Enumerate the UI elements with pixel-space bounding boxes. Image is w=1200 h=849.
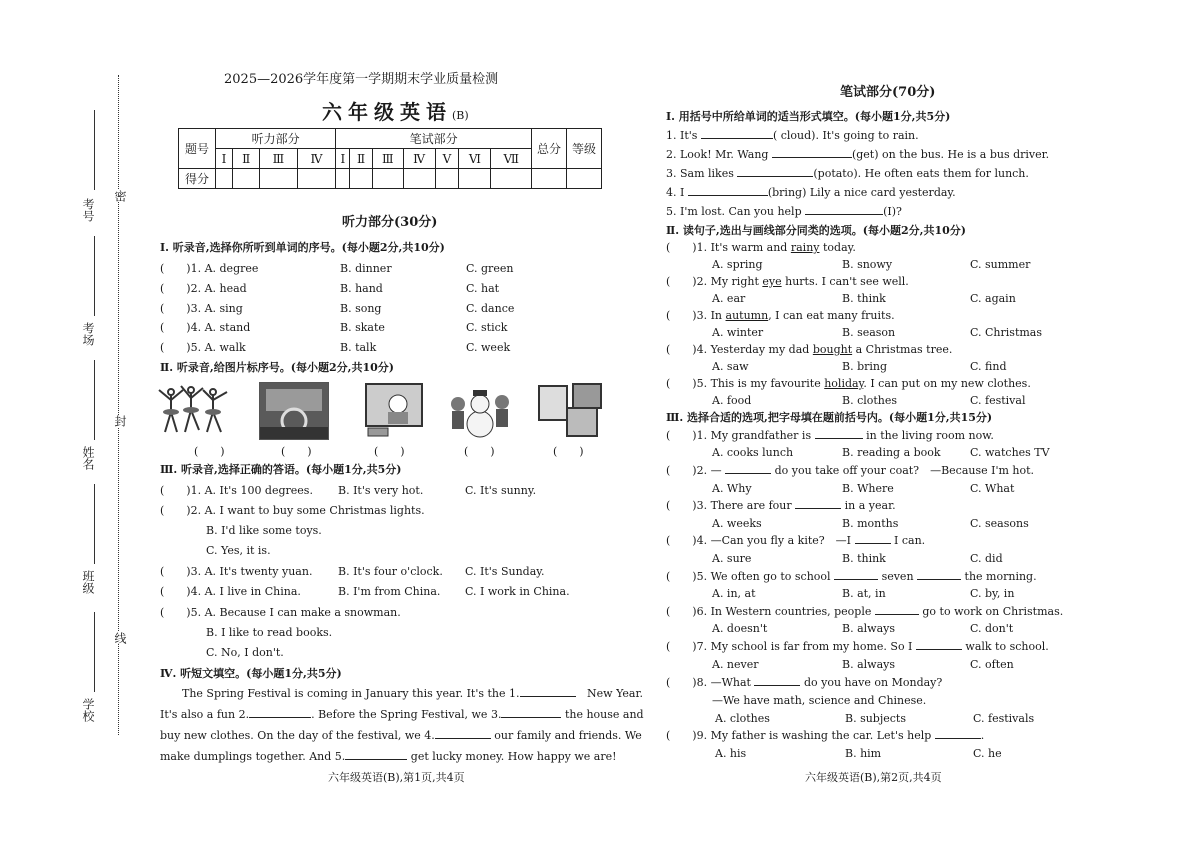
score-table-col: Ⅶ: [491, 149, 532, 169]
w2-q4-b: B. bring: [842, 360, 888, 373]
l4-line4: [160, 750, 617, 764]
class-underline: [94, 484, 95, 564]
w3-q8-a: A. clothes: [715, 712, 770, 725]
w3-q6-b: B. always: [842, 622, 895, 635]
score-table-header-question: 题号: [179, 129, 216, 169]
picture-answer-bracket-4[interactable]: ( ): [464, 445, 495, 458]
blank-5-number: 5.: [334, 750, 346, 763]
side-label-exam-number: 考号: [81, 198, 95, 222]
w3-q5-tail: the morning.: [964, 570, 1037, 583]
l1-q4-a: ( )4. A. stand: [160, 321, 251, 334]
l3-q2-b: B. I'd like some toys.: [206, 524, 322, 537]
w3-q5-a: A. in, at: [712, 587, 756, 600]
w3-q8-tail: do you have on Monday?: [803, 676, 943, 689]
w3-q5-text: ( )5. We often go to school: [666, 570, 831, 583]
w2-q3-a: A. winter: [712, 326, 764, 339]
blank-5[interactable]: [345, 759, 407, 760]
w3-q3: [666, 499, 896, 513]
score-table-col: Ⅱ: [233, 149, 260, 169]
w3-q2-c: C. What: [970, 482, 1015, 495]
subject-title-text: 六年级英语: [322, 100, 452, 124]
score-cell[interactable]: [297, 169, 336, 189]
w3-q4-blank[interactable]: [855, 543, 891, 544]
w3-q9-text: ( )9. My father is washing the car. Let's help: [666, 729, 932, 742]
w3-q7-b: B. always: [842, 658, 895, 671]
w3-q1-c: C. watches TV: [970, 446, 1050, 459]
score-cell[interactable]: [216, 169, 233, 189]
school-underline: [94, 612, 95, 692]
w2-q5-tail: . I can put on my new clothes.: [863, 377, 1031, 390]
l1-q1-b: B. dinner: [340, 262, 392, 275]
l3-q3-b: B. It's four o'clock.: [338, 565, 443, 578]
l3-q3-a: ( )3. A. It's twenty yuan.: [160, 565, 313, 578]
page1-footer: 六年级英语(B),第1页,共4页: [328, 771, 465, 784]
w2-q1-c: C. summer: [970, 258, 1031, 271]
w2-q2: [666, 275, 909, 289]
l1-q2-a: ( )2. A. head: [160, 282, 247, 295]
w1-q4-blank[interactable]: [688, 195, 768, 196]
w2-q3-underlined: autumn: [725, 309, 769, 322]
w3-q6-c: C. don't: [970, 622, 1014, 635]
w3-q8: [666, 676, 942, 690]
l3-q1-a: ( )1. A. It's 100 degrees.: [160, 484, 313, 497]
w3-q9-tail: .: [980, 729, 985, 742]
writing-heading: 笔试部分(70分): [840, 85, 936, 100]
w3-q5-c: C. by, in: [970, 587, 1015, 600]
w3-q5-b: B. at, in: [842, 587, 886, 600]
score-table-header-grade: 等级: [567, 129, 602, 169]
score-table-col: Ⅰ: [216, 149, 233, 169]
w3-q8-blank[interactable]: [754, 685, 800, 686]
picture-answer-bracket-1[interactable]: ( ): [194, 445, 225, 458]
l1-q5-c: C. week: [466, 341, 511, 354]
exam-room-underline: [94, 236, 95, 316]
score-cell[interactable]: [350, 169, 372, 189]
l4-line1: [182, 687, 643, 701]
w3-q7-a: A. never: [712, 658, 759, 671]
score-cell[interactable]: [567, 169, 602, 189]
w3-q2-text: ( )2. —: [666, 464, 722, 477]
w3-q2: [666, 464, 1034, 478]
score-table-col: Ⅳ: [403, 149, 435, 169]
l3-q4-c: C. I work in China.: [465, 585, 570, 598]
l3-q5-a: ( )5. A. Because I can make a snowman.: [160, 606, 401, 619]
listening-part3-title: Ⅲ. 听录音,选择正确的答语。(每小题1分,共5分): [160, 463, 402, 476]
l1-q2-c: C. hat: [466, 282, 500, 295]
w2-q1-underlined: rainy: [790, 241, 820, 254]
w3-q4-tail: I can.: [894, 534, 926, 547]
subject-title-suffix: (B): [452, 109, 469, 122]
photo-frames-icon: [537, 382, 605, 438]
side-label-exam-room: 考场: [81, 322, 95, 346]
picture-computer-teacher: [362, 382, 426, 438]
w2-q2-a: A. ear: [712, 292, 746, 305]
w2-q1-a: A. spring: [712, 258, 763, 271]
w3-q4-c: C. did: [970, 552, 1003, 565]
w1-q4-text: 4. I: [666, 186, 685, 199]
score-cell[interactable]: [435, 169, 459, 189]
w2-q5-a: A. food: [712, 394, 752, 407]
w1-q4: [666, 186, 956, 200]
w3-q5-mid: seven: [881, 570, 914, 583]
picture-car-driving: [259, 382, 329, 440]
w3-q9-c: C. he: [973, 747, 1002, 760]
w2-q5-text: ( )5. This is my favourite: [666, 377, 825, 390]
w3-q4: [666, 534, 925, 548]
l1-q1-c: C. green: [466, 262, 514, 275]
l4-line2-tail: the house and: [564, 708, 644, 721]
w3-q4-text: ( )4. —Can you fly a kite? —I: [666, 534, 852, 547]
blank-3-number: 3.: [490, 708, 502, 721]
page2-footer: 六年级英语(B),第2页,共4页: [805, 771, 942, 784]
writing-part3-title: Ⅲ. 选择合适的选项,把字母填在题前括号内。(每小题1分,共15分): [666, 411, 993, 424]
w1-q5: [666, 205, 902, 219]
w3-q3-a: A. weeks: [712, 517, 762, 530]
w2-q5: [666, 377, 1031, 391]
ballet-dancers-icon: [157, 382, 237, 438]
writing-part1-title: Ⅰ. 用括号中所给单词的适当形式填空。(每小题1分,共5分): [666, 110, 951, 123]
score-cell[interactable]: [336, 169, 350, 189]
w2-q4-text: ( )4. Yesterday my dad: [666, 343, 813, 356]
w1-q1-blank[interactable]: [701, 138, 773, 139]
w1-q3: [666, 167, 1029, 181]
l3-q4-b: B. I'm from China.: [338, 585, 441, 598]
l1-q4-c: C. stick: [466, 321, 508, 334]
w1-q3-tail: (potato). He often eats them for lunch.: [813, 167, 1029, 180]
score-cell[interactable]: [532, 169, 567, 189]
w2-q2-underlined: eye: [762, 275, 782, 288]
listening-part4-title: Ⅳ. 听短文填空。(每小题1分,共5分): [160, 667, 342, 680]
l1-q3-c: C. dance: [466, 302, 515, 315]
w3-q3-c: C. seasons: [970, 517, 1029, 530]
w2-q1-b: B. snowy: [842, 258, 893, 271]
w3-q4-b: B. think: [842, 552, 886, 565]
w3-q2-a: A. Why: [712, 482, 752, 495]
score-cell[interactable]: [372, 169, 403, 189]
w3-q5-blank-1[interactable]: [834, 579, 878, 580]
w3-q1-blank[interactable]: [815, 438, 863, 439]
w2-q3-c: C. Christmas: [970, 326, 1042, 339]
w1-q5-text: 5. I'm lost. Can you help: [666, 205, 802, 218]
score-cell[interactable]: [403, 169, 435, 189]
l3-q4-a: ( )4. A. I live in China.: [160, 585, 301, 598]
l4-line4-tail: get lucky money. How happy we are!: [410, 750, 617, 763]
w2-q4: [666, 343, 952, 357]
w3-q2-tail: do you take off your coat? —Because I'm hot.: [774, 464, 1035, 477]
l1-q2-b: B. hand: [340, 282, 383, 295]
name-underline: [94, 360, 95, 440]
l1-q5-a: ( )5. A. walk: [160, 341, 246, 354]
score-table-header-total: 总分: [532, 129, 567, 169]
w1-q2-tail: (get) on the bus. He is a bus driver.: [851, 148, 1050, 161]
listening-part2-title: Ⅱ. 听录音,给图片标序号。(每小题2分,共10分): [160, 361, 394, 374]
car-interior-icon: [260, 383, 328, 439]
w3-q7-tail: walk to school.: [965, 640, 1049, 653]
w2-q1: [666, 241, 856, 255]
l1-q1-a: ( )1. A. degree: [160, 262, 259, 275]
score-table: [178, 128, 602, 189]
w2-q2-tail: hurts. I can't see well.: [781, 275, 909, 288]
picture-answer-bracket-2[interactable]: ( ): [281, 445, 312, 458]
w2-q4-underlined: bought: [812, 343, 853, 356]
w2-q3-tail: , I can eat many fruits.: [768, 309, 895, 322]
l4-line4-text: make dumplings together. And: [160, 750, 332, 763]
l4-line3: [160, 729, 642, 743]
w3-q9: [666, 729, 984, 743]
score-table-col: Ⅵ: [459, 149, 491, 169]
w3-q8-b: B. subjects: [845, 712, 906, 725]
l1-q3-a: ( )3. A. sing: [160, 302, 243, 315]
score-cell[interactable]: [260, 169, 297, 189]
blank-2[interactable]: [249, 717, 311, 718]
w3-q7-c: C. often: [970, 658, 1014, 671]
w1-q3-text: 3. Sam likes: [666, 167, 734, 180]
side-label-class: 班级: [81, 570, 95, 594]
w3-q3-blank[interactable]: [795, 508, 841, 509]
side-label-seal-2: 封: [113, 415, 127, 427]
l4-line1-text: The Spring Festival is coming in January this year. It's the: [182, 687, 506, 700]
w3-q3-text: ( )3. There are four: [666, 499, 792, 512]
w1-q4-tail: (bring) Lily a nice card yesterday.: [767, 186, 956, 199]
score-cell[interactable]: [233, 169, 260, 189]
l3-q2-c: C. Yes, it is.: [206, 544, 271, 557]
score-table-col: Ⅱ: [350, 149, 372, 169]
w3-q9-a: A. his: [715, 747, 747, 760]
subject-title: [322, 96, 469, 125]
w2-q1-text: ( )1. It's warm and: [666, 241, 791, 254]
w1-q1-text: 1. It's: [666, 129, 698, 142]
w3-q3-tail: in a year.: [844, 499, 896, 512]
picture-answer-bracket-3[interactable]: ( ): [374, 445, 405, 458]
w3-q6-tail: go to work on Christmas.: [922, 605, 1064, 618]
side-label-seal-3: 线: [113, 632, 127, 644]
w3-q5-blank-2[interactable]: [917, 579, 961, 580]
w3-q8-c: C. festivals: [973, 712, 1035, 725]
w3-q6-text: ( )6. In Western countries, people: [666, 605, 872, 618]
w3-q5: [666, 570, 1037, 584]
l1-q3-b: B. song: [340, 302, 382, 315]
w3-q7: [666, 640, 1049, 654]
blank-4-number: 4.: [424, 729, 435, 742]
blank-2-number: 2.: [238, 708, 250, 721]
score-table-col: Ⅴ: [435, 149, 459, 169]
picture-photo-frames: [537, 382, 605, 438]
snowman-icon: [446, 380, 514, 440]
w3-q1-text: ( )1. My grandfather is: [666, 429, 812, 442]
w3-q1-tail: in the living room now.: [866, 429, 994, 442]
blank-1[interactable]: [520, 696, 576, 697]
w3-q1-b: B. reading a book: [842, 446, 941, 459]
l4-line2-mid: . Before the Spring Festival, we: [311, 708, 488, 721]
l4-line2-text: It's also a fun: [160, 708, 236, 721]
exam-number-underline: [94, 110, 95, 190]
w2-q3-b: B. season: [842, 326, 896, 339]
w2-q2-text: ( )2. My right: [666, 275, 763, 288]
listening-heading: 听力部分(30分): [342, 215, 438, 230]
w1-q2-text: 2. Look! Mr. Wang: [666, 148, 769, 161]
w3-q4-a: A. sure: [712, 552, 752, 565]
w3-q9-blank[interactable]: [935, 738, 981, 739]
computer-screen-icon: [362, 382, 426, 438]
score-cell[interactable]: [491, 169, 532, 189]
picture-answer-bracket-5[interactable]: ( ): [553, 445, 584, 458]
picture-snowman-children: [446, 380, 514, 440]
w3-q7-blank[interactable]: [916, 649, 962, 650]
w2-q4-c: C. find: [970, 360, 1007, 373]
picture-ballet-dancers: [157, 382, 237, 438]
w3-q7-text: ( )7. My school is far from my home. So I: [666, 640, 913, 653]
w1-q5-blank[interactable]: [805, 214, 883, 215]
l3-q2-a: ( )2. A. I want to buy some Christmas lights.: [160, 504, 425, 517]
w2-q5-underlined: holiday: [824, 377, 864, 390]
w3-q2-b: B. Where: [842, 482, 894, 495]
l3-q1-b: B. It's very hot.: [338, 484, 424, 497]
w2-q4-tail: a Christmas tree.: [852, 343, 953, 356]
w3-q6-blank[interactable]: [875, 614, 919, 615]
w2-q2-c: C. again: [970, 292, 1016, 305]
writing-part2-title: Ⅱ. 读句子,选出与画线部分同类的选项。(每小题2分,共10分): [666, 224, 966, 237]
w3-q6: [666, 605, 1063, 619]
l1-q4-b: B. skate: [340, 321, 385, 334]
blank-1-number: 1.: [509, 687, 520, 700]
w1-q3-blank[interactable]: [737, 176, 813, 177]
l3-q5-b: B. I like to read books.: [206, 626, 333, 639]
blank-3[interactable]: [501, 717, 561, 718]
l4-line1-tail: New Year.: [587, 687, 643, 700]
w3-q8-text: ( )8. —What: [666, 676, 751, 689]
w3-q3-b: B. months: [842, 517, 899, 530]
side-label-school: 学校: [81, 698, 95, 722]
l4-line3-tail: our family and friends. We: [494, 729, 642, 742]
blank-4[interactable]: [435, 738, 491, 739]
w2-q5-b: B. clothes: [842, 394, 898, 407]
l3-q5-c: C. No, I don't.: [206, 646, 284, 659]
w2-q2-b: B. think: [842, 292, 886, 305]
w1-q2-blank[interactable]: [772, 157, 852, 158]
score-table-header-writing: 笔试部分: [336, 129, 532, 149]
w2-q5-c: C. festival: [970, 394, 1026, 407]
l3-q1-c: C. It's sunny.: [465, 484, 537, 497]
l1-q5-b: B. talk: [340, 341, 377, 354]
l4-line3-text: buy new clothes. On the day of the festival, we: [160, 729, 421, 742]
side-label-name: 姓名: [81, 446, 95, 470]
l3-q3-c: C. It's Sunday.: [465, 565, 545, 578]
w3-q1-a: A. cooks lunch: [712, 446, 794, 459]
w3-q2-blank[interactable]: [725, 473, 771, 474]
w1-q1: [666, 129, 919, 143]
l4-line2: [160, 708, 644, 722]
score-table-col: Ⅲ: [260, 149, 297, 169]
w1-q2: [666, 148, 1049, 162]
score-table-col: Ⅰ: [336, 149, 350, 169]
w3-q8-line2: —We have math, science and Chinese.: [712, 694, 927, 707]
score-table-header-listening: 听力部分: [216, 129, 336, 149]
exam-title: 2025—2026学年度第一学期期末学业质量检测: [224, 72, 499, 87]
listening-part1-title: Ⅰ. 听录音,选择你所听到单词的序号。(每小题2分,共10分): [160, 241, 445, 254]
side-label-seal-1: 密: [113, 190, 127, 202]
w3-q1: [666, 429, 994, 443]
score-table-col: Ⅳ: [297, 149, 336, 169]
w2-q3-text: ( )3. In: [666, 309, 726, 322]
w2-q1-tail: today.: [819, 241, 856, 254]
score-cell[interactable]: [459, 169, 491, 189]
w1-q5-tail: (I)?: [883, 205, 902, 218]
w3-q6-a: A. doesn't: [712, 622, 768, 635]
w3-q9-b: B. him: [845, 747, 882, 760]
score-table-row-score: 得分: [179, 169, 216, 189]
w1-q1-tail: ( cloud). It's going to rain.: [772, 129, 919, 142]
score-table-col: Ⅲ: [372, 149, 403, 169]
w2-q3: [666, 309, 895, 323]
w2-q4-a: A. saw: [712, 360, 749, 373]
